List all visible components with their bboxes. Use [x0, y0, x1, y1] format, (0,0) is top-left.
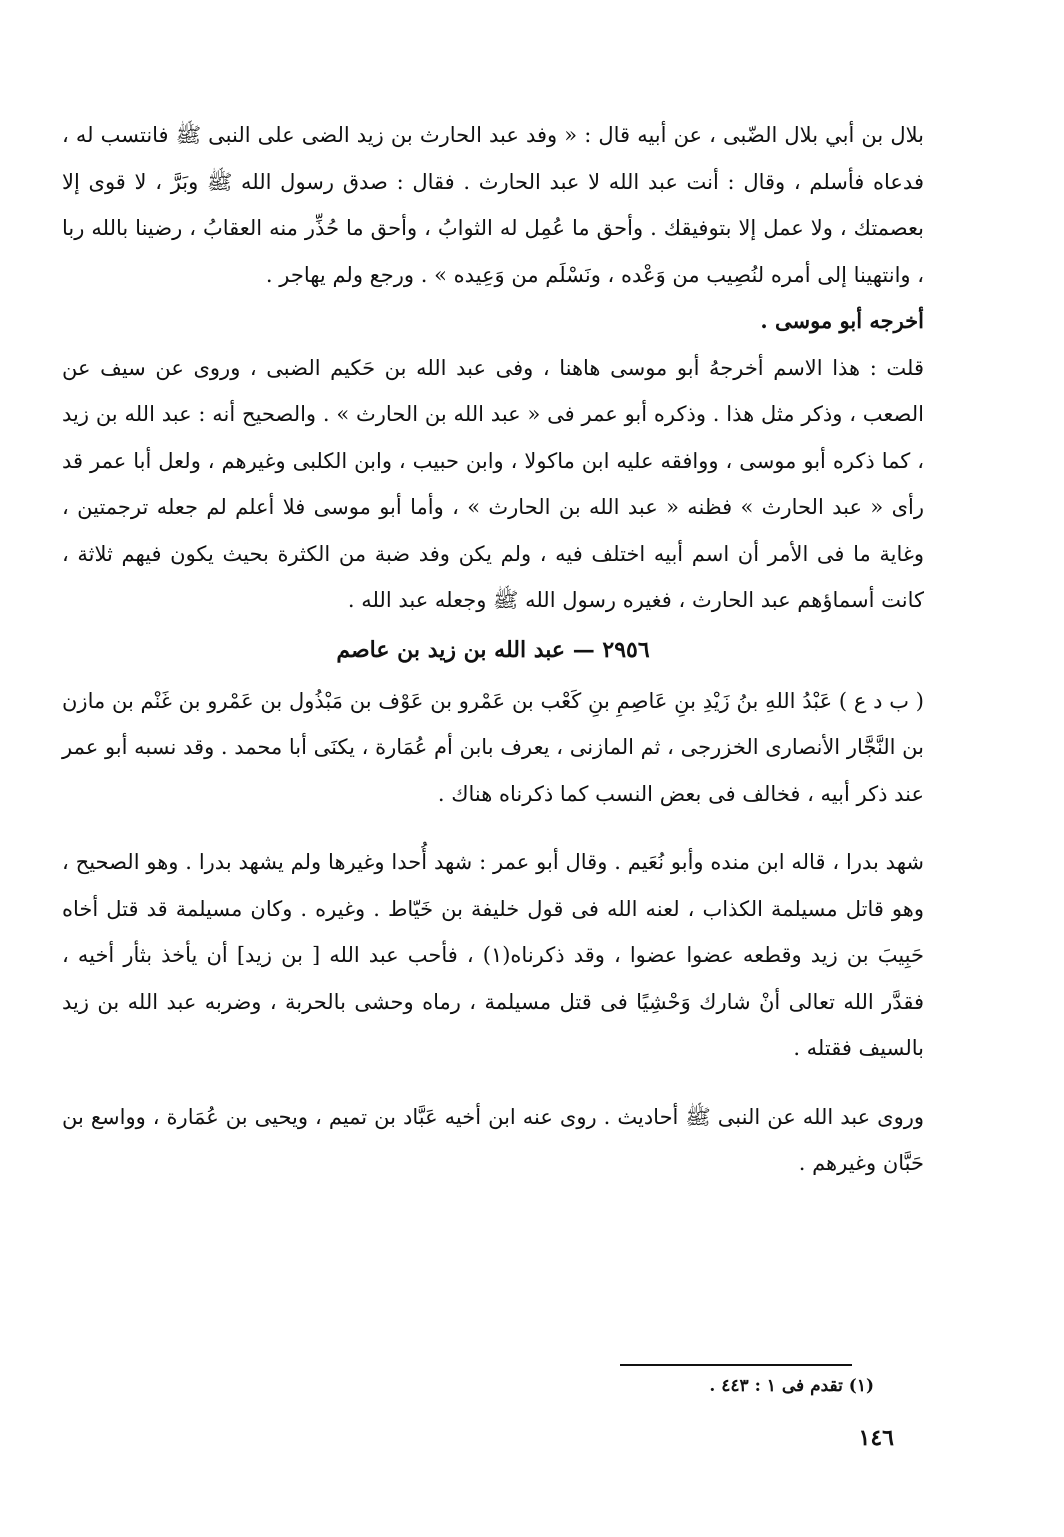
paragraph-note: قلت : هذا الاسم أخرجهُ أبو موسى هاهنا ، وفى عبد الله بن حَكيم الضبى ، وروى عن سيف عن الصعب ، وذكر مثل هذا . وذكره أبو عمر فى « عبد الله بن الحارث » . والصحيح أنه : عبد الله بن زيد ، كما ذكره أبو موسى ، ووافقه عليه ابن ماكولا ، وابن حبيب ، وابن الكلبى وغيرهم ، ولعل أبا عمر قد رأى « عبد الحارث » فظنه « عبد الله بن الحارث » ، وأما أبو موسى فلا أعلم لم جعله ترجمتين ، وغاية ما فى الأمر أن اسم أبيه اختلف فيه ، ولم يكن وفد ضبة من الكثرة بحيث يكون فيهم ثلاثة ، كانت أسماؤهم عبد الحارث ، فغيره رسول الله ﷺ وجعله عبد الله . [62, 355, 924, 612]
paragraph-intro: بلال بن أبي بلال الضّبى ، عن أبيه قال : « وفد عبد الحارث بن زيد الضى على النبى ﷺ فانتسب له ، فدعاه فأسلم ، وقال : أنت عبد الله لا عبد الحارث . فقال : صدق رسول الله ﷺ وبَرَّ ، لا قوى إلا بعصمتك ، ولا عمل إلا بتوفيقك . وأحق ما عُمِل له الثوابُ ، وأحق ما حُذِّر منه العقابُ ، رضينا بالله ربا ، وانتهينا إلى أمره لنُصِيب من وَعْده ، ونَسْلَم من وَعِيده » . ورجع ولم يهاجر . [62, 123, 924, 287]
paragraph-narration: وروى عبد الله عن النبى ﷺ أحاديث . روى عنه ابن أخيه عَبَّاد بن تميم ، ويحيى بن عُمَارة ، وواسع بن حَبَّان وغيرهم . [62, 1104, 924, 1175]
paragraph-biography: شهد بدرا ، قاله ابن منده وأبو نُعَيم . وقال أبو عمر : شهد أُحدا وغيرها ولم يشهد بدرا . وهو الصحيح ، وهو قاتل مسيلمة الكذاب ، لعنه الله فى قول خليفة بن خَيّاط . وغيره . وكان مسيلمة قد قتل أخاه حَبِيبَ بن زيد وقطعه عضوا عضوا ، وقد ذكرناه(١) ، فأحب عبد الله [ بن زيد] أن يأخذ بثأر أخيه ، فقدَّر الله تعالى أنْ شارك وَحْشِيًا فى قتل مسيلمة ، رماه وحشى بالحربة ، وضربه عبد الله بن زيد بالسيف فقتله . [62, 850, 924, 1060]
entry-heading: ٢٩٥٦ — عبد الله بن زيد بن عاصم [336, 636, 650, 663]
footnote: (١) تقدم فى ١ : ٤٤٣ . [709, 1376, 874, 1396]
page-number: ١٤٦ [858, 1425, 894, 1451]
page-body [62, 112, 924, 1187]
footnote-separator [620, 1364, 852, 1366]
paragraph-lineage: ( ب د ع ) عَبْدُ اللهِ بنُ زَيْدِ بنِ عَاصِمِ بنِ كَعْب بن عَمْرو بن عَوْف بن مَبْذُول بن عَمْرو بن غَنْم بن مازن بن النَّجَّار الأنصارى الخزرجى ، ثم المازنى ، يعرف بابن أم عُمَارة ، يكنَى أبا محمد . وقد نسبه أبو عمر عند ذكر أبيه ، فخالف فى بعض النسب كما ذكرناه هناك . [62, 688, 924, 806]
paragraph-source: أخرجه أبو موسى . [760, 308, 924, 333]
